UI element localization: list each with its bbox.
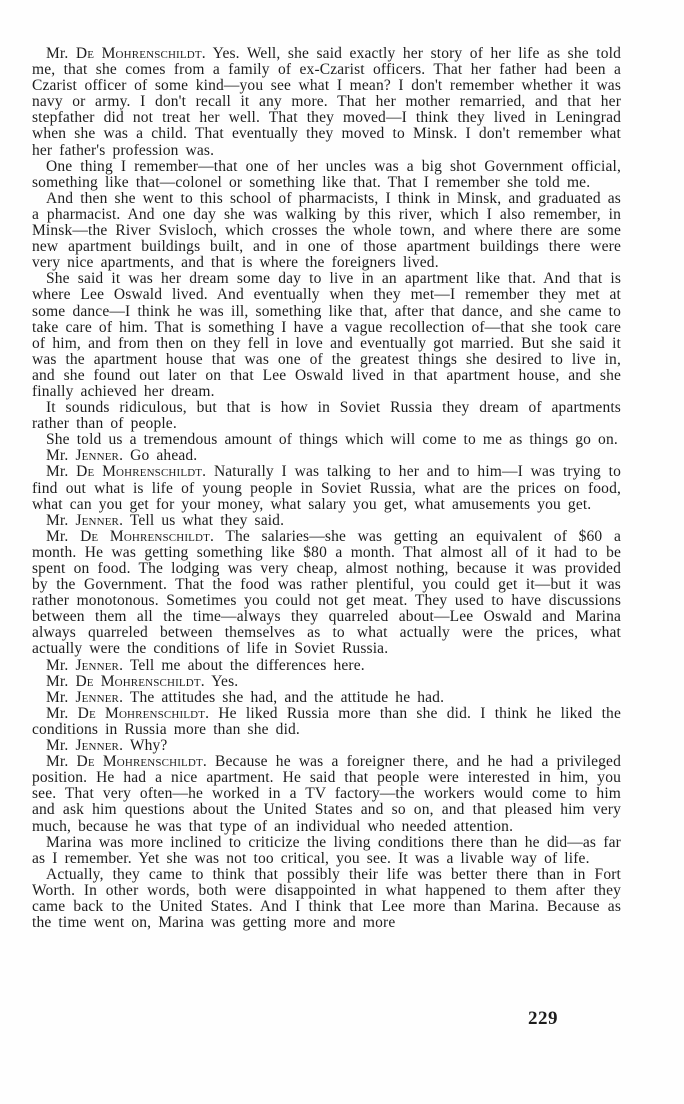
paragraph-text: She told us a tremendous amount of things which will come to me as things go on. [46,431,618,449]
paragraph-text: Go ahead. [130,447,198,465]
speaker-prefix: Mr. [46,447,69,465]
testimony-text [32,46,621,931]
testimony-paragraph: Mr. Jenner. Go ahead. [46,447,198,465]
testimony-paragraph [32,271,621,400]
speaker-prefix: Mr. [46,737,69,755]
paragraph-text: And then she went to this school of pharmacists, I think in Minsk, and graduated as a pharmacist. And one day she was walking by this river, which I also remember, in Minsk—the River Svisloch, which crosses the whole town, and where there are some new apartment buildings built, and in one of those apartment buildings there were very nice apartments, and that is where the foreigners lived. [32,189,621,272]
testimony-paragraph [32,159,621,191]
speaker-name: Jenner [75,656,120,674]
speaker-name: Jenner [75,737,120,755]
speaker-prefix: Mr. [46,656,69,674]
paragraph-text: Yes. Well, she said exactly her story of her life as she told me, that she comes from a family of ex-Czarist officers. That her father had been a Czarist officer of some kind—you see what I mean? I don't remember whether it was navy or army. I don't recall it any more. That her mother remarried, and that her stepfather did not treat her well. That they moved—I think they lived in Leningrad when she was a child. That eventually they moved to Minsk. I don't remember what her father's profession was. [32,45,622,159]
testimony-paragraph: Mr. De Mohrenschildt. The salaries—she was getting an equivalent of $60 a month. He was getting something like $80 a month. That almost all of it had to be spent on food. The lodging was very cheap, almost nothing, because it was provided by the Government. That the food was rather plentiful, you could get it—but it was rather monotonous. Sometimes you could not get meat. They used to have discussions between them all the time—always they quarreled about—Lee Oswald and Marina always quarreled between themselves as to what actually were the prices, what actually were the conditions of life in Soviet Russia. [32,527,621,658]
paragraph-text: It sounds ridiculous, but that is how in Soviet Russia they dream of apartments rather than of people. [32,399,621,433]
testimony-paragraph: Mr. De Mohrenschildt. He liked Russia more than she did. I think he liked the conditions in Russia more than she did. [32,704,621,738]
speaker-prefix: Mr. [46,45,69,62]
speaker-prefix: Mr. [46,704,69,722]
paragraph-text: Marina was more inclined to criticize the living conditions there than he did—as far as I remember. Yet she was not too critical, you see. It was a livable way of life. [32,833,621,867]
speaker-name: Jenner [75,688,120,706]
speaker-name: De Mohrenschildt [80,527,210,545]
paragraph-text: Yes. [211,672,239,690]
paragraph-text: Because he was a foreigner there, and he had a privileged position. He had a nice apartment. He said that people were interested in him, you see. That very often—he worked in a TV factory—the workers would come to him and ask him questions about the United States and so on, and that pleased him very much, because he was that type of an individual who needed attention. [32,753,621,835]
paragraph-text: One thing I remember—that one of her uncles was a big shot Government official, something like that—colonel or something like that. That I remember she told me. [32,157,621,191]
testimony-paragraph: Mr. De Mohrenschildt. Yes. Well, she said exactly her story of her life as she told me, that she comes from a family of ex-Czarist officers. That her father had been a Czarist officer of some kind—you see what I mean? I don't remember whether it was navy or army. I don't recall it any more. That her mother remarried, and that her stepfather did not treat her well. That they moved—I think they lived in Leningrad when she was a child. That eventually they moved to Minsk. I don't remember what her father's profession was. [32,45,622,159]
testimony-paragraph: Mr. Jenner. Why? [46,737,168,755]
paragraph-text: Tell me about the differences here. [129,656,365,674]
speaker-prefix: Mr. [46,753,69,771]
paragraph-text: She said it was her dream some day to live in an apartment like that. And that is where Lee Oswald lived. And eventually when they met—I remember they met at some dance—I think he was ill, something like that, after that dance, and she came to take care of him. That is something I have a vague recollection of—that she took care of him, and from then on they fell in love and eventually got married. But she said it was the apartment house that was one of the greatest things she desired to live in, and she found out later on that Lee Oswald lived in that apartment house, and she finally achieved her dream. [32,270,621,400]
speaker-prefix: Mr. [46,463,69,481]
testimony-paragraph: Mr. De Mohrenschildt. Yes. [46,672,239,690]
paragraph-text: Naturally I was talking to her and to him—I was trying to find out what is life of young people in Soviet Russia, what are the prices on food, what can you get for your money, what salary you get, what amusements you get. [32,463,621,513]
testimony-paragraph [32,835,621,867]
testimony-paragraph [32,432,621,448]
testimony-paragraph: Mr. Jenner. Tell me about the differences here. [46,656,365,674]
paragraph-text: Why? [129,737,168,755]
speaker-name: De Mohrenschildt [75,672,201,690]
speaker-prefix: Mr. [46,527,69,545]
speaker-name: Jenner [75,511,120,529]
paragraph-text: Actually, they came to think that possibly their life was better there than in Fort Worth. In other words, both were disappointed in what happened to them after they came back to the United States. And I think that Lee more than Marina. Because as the time went on, Marina was getting more and more [32,865,621,932]
paragraph-text: The attitudes she had, and the attitude he had. [129,688,445,706]
speaker-prefix: Mr. [46,688,69,706]
speaker-name: Jenner [75,447,120,465]
paragraph-text: The salaries—she was getting an equivalent of $60 a month. He was getting something like $80 a month. That almost all of it had to be spent on food. The lodging was very cheap, almost nothing, because it was provided by the Government. That the food was rather plentiful, you could get it—but it was rather monotonous. Sometimes you could not get meat. They used to have discussions between them all the time—always they quarreled about—Lee Oswald and Marina always quarreled between themselves as to what actually were the prices, what actually were the conditions of life in Soviet Russia. [32,527,621,658]
speaker-prefix: Mr. [46,672,69,690]
speaker-prefix: Mr. [46,511,69,529]
speaker-name: De Mohrenschildt [76,463,203,481]
testimony-paragraph [32,867,621,931]
paragraph-text: He liked Russia more than she did. I think he liked the conditions in Russia more than she did. [32,704,621,738]
speaker-name: De Mohrenschildt [75,45,202,62]
paragraph-text: Tell us what they said. [129,511,285,529]
testimony-paragraph [32,400,621,432]
testimony-paragraph [32,191,621,271]
testimony-paragraph: Mr. Jenner. Tell us what they said. [46,511,285,529]
speaker-name: De Mohrenschildt [77,704,206,722]
testimony-paragraph: Mr. Jenner. The attitudes she had, and the attitude he had. [46,688,445,706]
testimony-paragraph: Mr. De Mohrenschildt. Because he was a foreigner there, and he had a privileged position. He had a nice apartment. He said that people were interested in him, you see. That very often—he worked in a TV factory—the workers would come to him and ask him questions about the United States and so on, and that pleased him very much, because he was that type of an individual who needed attention. [32,753,621,835]
page-number: 229 [528,1008,558,1029]
speaker-name: De Mohrenschildt [76,753,203,771]
testimony-paragraph: Mr. De Mohrenschildt. Naturally I was talking to her and to him—I was trying to find out what is life of young people in Soviet Russia, what are the prices on food, what can you get for your money, what salary you get, what amusements you get. [32,463,621,513]
